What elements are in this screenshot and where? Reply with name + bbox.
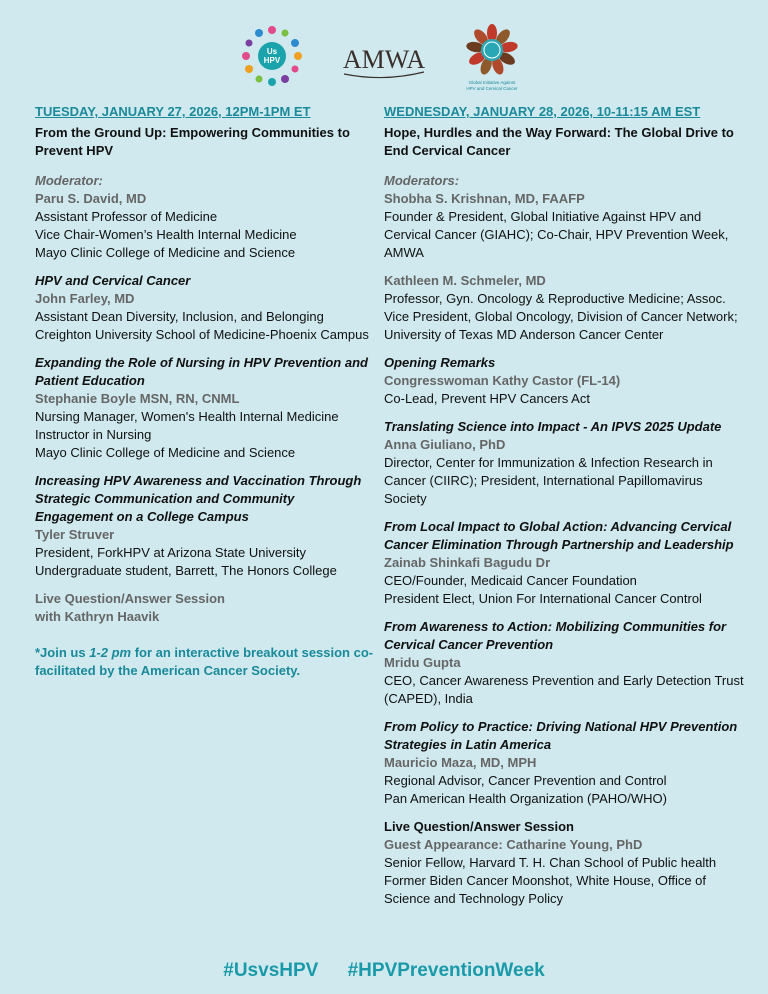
speaker-affiliation: Professor, Gyn. Oncology & Reproductive Medicine; Assoc. Vice President, Global Oncology, Division of Cancer Network; University of Texas MD Anderson Cancer Center — [384, 291, 738, 342]
guest-name: Guest Appearance: Catharine Young, PhD — [384, 837, 643, 852]
speaker-affiliation: Mayo Clinic College of Medicine and Science — [35, 445, 296, 460]
moderator-block — [384, 272, 746, 344]
talk-title: From Policy to Practice: Driving National HPV Prevention Strategies in Latin America — [384, 719, 738, 752]
svg-text:HPV: HPV — [263, 56, 281, 65]
tuesday-column — [35, 104, 375, 680]
talk-block — [384, 518, 746, 608]
moderator-label: Moderator: — [35, 173, 103, 188]
speaker-affiliation: Assistant Professor of Medicine — [35, 209, 218, 224]
qa-label: Live Question/Answer Session — [35, 591, 225, 606]
speaker-affiliation: Director, Center for Immunization & Infection Research in Cancer (CIIRC); President, International Papillomavirus Society — [384, 455, 713, 506]
qa-block — [35, 590, 375, 626]
session-title: From the Ground Up: Empowering Communities to Prevent HPV — [35, 125, 350, 158]
hashtag-usvshpv: #UsvsHPV — [223, 960, 319, 981]
speaker-affiliation: Regional Advisor, Cancer Prevention and Control — [384, 773, 667, 788]
talk-block — [35, 472, 375, 580]
hashtag-footer — [0, 960, 768, 982]
speaker-name: John Farley, MD — [35, 291, 135, 306]
speaker-affiliation: Founder & President, Global Initiative Against HPV and Cervical Cancer (GIAHC); Co-Chair, HPV Prevention Week, AMWA — [384, 209, 729, 260]
talk-block — [35, 354, 375, 462]
session-date: TUESDAY, JANUARY 27, 2026, 12PM-1PM ET — [35, 104, 311, 119]
speaker-name: Shobha S. Krishnan, MD, FAAFP — [384, 191, 585, 206]
moderators-block — [384, 172, 746, 262]
speaker-affiliation: CEO, Cancer Awareness Prevention and Early Detection Trust (CAPED), India — [384, 673, 744, 706]
speaker-name: Kathleen M. Schmeler, MD — [384, 273, 546, 288]
talk-block — [384, 418, 746, 508]
speaker-name: Anna Giuliano, PhD — [384, 437, 506, 452]
svg-text:AMWA: AMWA — [342, 45, 426, 74]
wednesday-column — [384, 104, 746, 918]
speaker-name: Stephanie Boyle MSN, RN, CNML — [35, 391, 240, 406]
talk-title: Opening Remarks — [384, 355, 496, 370]
logo-bar — [0, 20, 768, 92]
speaker-affiliation: Pan American Health Organization (PAHO/WHO) — [384, 791, 667, 806]
speaker-affiliation: CEO/Founder, Medicaid Cancer Foundation — [384, 573, 637, 588]
speaker-affiliation: Instructor in Nursing — [35, 427, 152, 442]
svg-text:Us: Us — [266, 47, 278, 56]
qa-host: with Kathryn Haavik — [35, 609, 160, 624]
speaker-affiliation: Mayo Clinic College of Medicine and Science — [35, 245, 296, 260]
speaker-affiliation: Co-Lead, Prevent HPV Cancers Act — [384, 391, 590, 406]
speaker-name: Mauricio Maza, MD, MPH — [384, 755, 537, 770]
speaker-affiliation: Creighton University School of Medicine-Phoenix Campus — [35, 327, 369, 342]
speaker-affiliation: President, ForkHPV at Arizona State University — [35, 545, 306, 560]
talk-title: From Local Impact to Global Action: Advancing Cervical Cancer Elimination Through Partnership and Leadership — [384, 519, 734, 552]
session-title: Hope, Hurdles and the Way Forward: The Global Drive to End Cervical Cancer — [384, 125, 734, 158]
speaker-affiliation: President Elect, Union For International Cancer Control — [384, 591, 702, 606]
session-date: WEDNESDAY, JANUARY 28, 2026, 10-11:15 AM EST — [384, 104, 701, 119]
moderators-label: Moderators: — [384, 173, 460, 188]
speaker-affiliation: Undergraduate student, Barrett, The Honors College — [35, 563, 337, 578]
speaker-affiliation: Senior Fellow, Harvard T. H. Chan School of Public health — [384, 855, 717, 870]
amwa-logo — [340, 42, 428, 82]
talk-block — [384, 618, 746, 708]
talk-title: Translating Science into Impact - An IPVS 2025 Update — [384, 419, 722, 434]
speaker-affiliation: Vice Chair-Women’s Health Internal Medicine — [35, 227, 297, 242]
svg-text:Global Initiative Against: Global Initiative Against — [468, 80, 516, 85]
speaker-affiliation: Former Biden Cancer Moonshot, White House, Office of Science and Technology Policy — [384, 873, 707, 906]
hashtag-hpvpreventionweek: #HPVPreventionWeek — [347, 960, 545, 981]
talk-title: From Awareness to Action: Mobilizing Communities for Cervical Cancer Prevention — [384, 619, 727, 652]
talk-title: Increasing HPV Awareness and Vaccination Through Strategic Communication and Community Engagement on a College Campus — [35, 473, 362, 524]
speaker-affiliation: Nursing Manager, Women's Health Internal Medicine — [35, 409, 339, 424]
breakout-note-pre: *Join us — [35, 645, 90, 660]
svg-text:HPV and Cervical Cancer: HPV and Cervical Cancer — [466, 86, 518, 91]
breakout-time: 1-2 pm — [89, 645, 132, 660]
speaker-affiliation: Assistant Dean Diversity, Inclusion, and Belonging — [35, 309, 324, 324]
talk-title: Expanding the Role of Nursing in HPV Prevention and Patient Education — [35, 355, 368, 388]
qa-label: Live Question/Answer Session — [384, 819, 574, 834]
usvshpv-logo — [240, 24, 304, 88]
moderator-block — [35, 172, 375, 262]
speaker-name: Tyler Struver — [35, 527, 115, 542]
talk-title: HPV and Cervical Cancer — [35, 273, 191, 288]
qa-block — [384, 818, 746, 908]
speaker-name: Zainab Shinkafi Bagudu Dr — [384, 555, 551, 570]
speaker-name: Congresswoman Kathy Castor (FL-14) — [384, 373, 621, 388]
giahc-logo — [466, 24, 518, 96]
speaker-name: Mridu Gupta — [384, 655, 461, 670]
breakout-note-post: for an interactive breakout session co-facilitated by the American Cancer Society. — [35, 645, 374, 678]
talk-block — [384, 718, 746, 808]
talk-block — [35, 272, 375, 344]
talk-block — [384, 354, 746, 408]
speaker-name: Paru S. David, MD — [35, 191, 147, 206]
breakout-note — [35, 644, 375, 680]
